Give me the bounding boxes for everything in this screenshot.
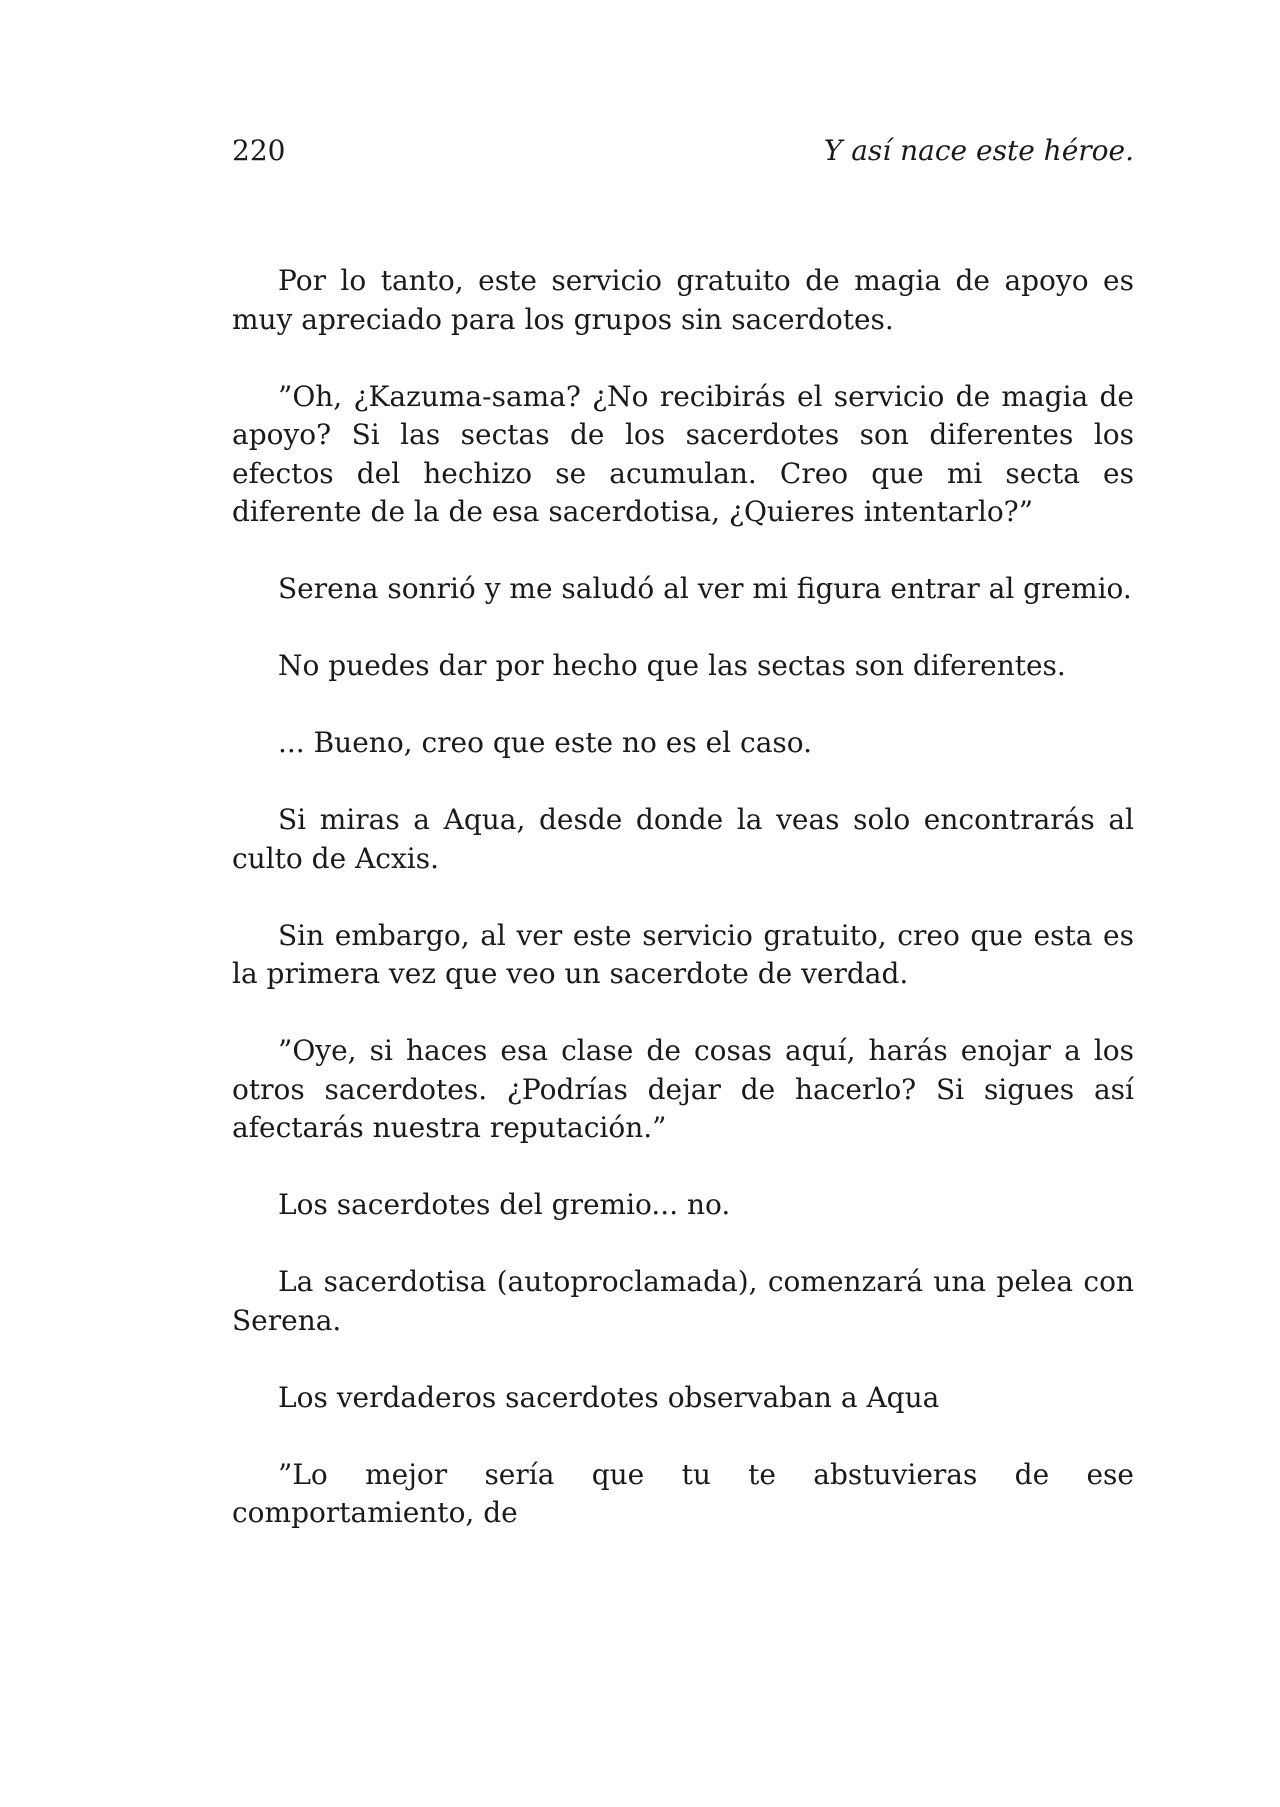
paragraph: Serena sonrió y me saludó al ver mi figura entrar al gremio. xyxy=(278,572,1132,605)
paragraph: Sin embargo, al ver este servicio gratuito, creo que esta es la primera vez que veo un sacerdote de verdad. xyxy=(232,918,1134,990)
paragraph: La sacerdotisa (autoproclamada), comenzará una pelea con Serena. xyxy=(232,1265,1134,1337)
paragraph: ... Bueno, creo que este no es el caso. xyxy=(278,726,813,759)
paragraph: ”Oh, ¿Kazuma-sama? ¿No recibirás el servicio de magia de apoyo? Si las sectas de los sacerdotes son diferentes los efectos del hechizo se acumulan. Creo que mi secta es diferente de la de esa sacerdotisa, ¿Quieres intentarlo?” xyxy=(232,379,1134,528)
paragraph: Por lo tanto, este servicio gratuito de magia de apoyo es muy apreciado para los grupos sin sacerdotes. xyxy=(232,264,1134,336)
body-text xyxy=(232,262,1134,1533)
paragraph: ”Lo mejor sería que tu te abstuvieras de ese comportamiento, de xyxy=(232,1457,1134,1529)
paragraph: Los verdaderos sacerdotes observaban a Aqua xyxy=(278,1380,940,1414)
paragraph: Si miras a Aqua, desde donde la veas solo encontrarás al culto de Acxis. xyxy=(232,803,1134,875)
paragraph: Los sacerdotes del gremio... no. xyxy=(278,1188,731,1221)
page-header xyxy=(232,131,1134,171)
running-title: Y así nace este héroe. xyxy=(823,134,1134,167)
page-number: 220 xyxy=(232,134,286,167)
paragraph: ”Oye, si haces esa clase de cosas aquí, harás enojar a los otros sacerdotes. ¿Podrías dejar de hacerlo? Si sigues así afectarás nuestra reputación.” xyxy=(232,1034,1134,1144)
paragraph: No puedes dar por hecho que las sectas son diferentes. xyxy=(278,649,1066,682)
